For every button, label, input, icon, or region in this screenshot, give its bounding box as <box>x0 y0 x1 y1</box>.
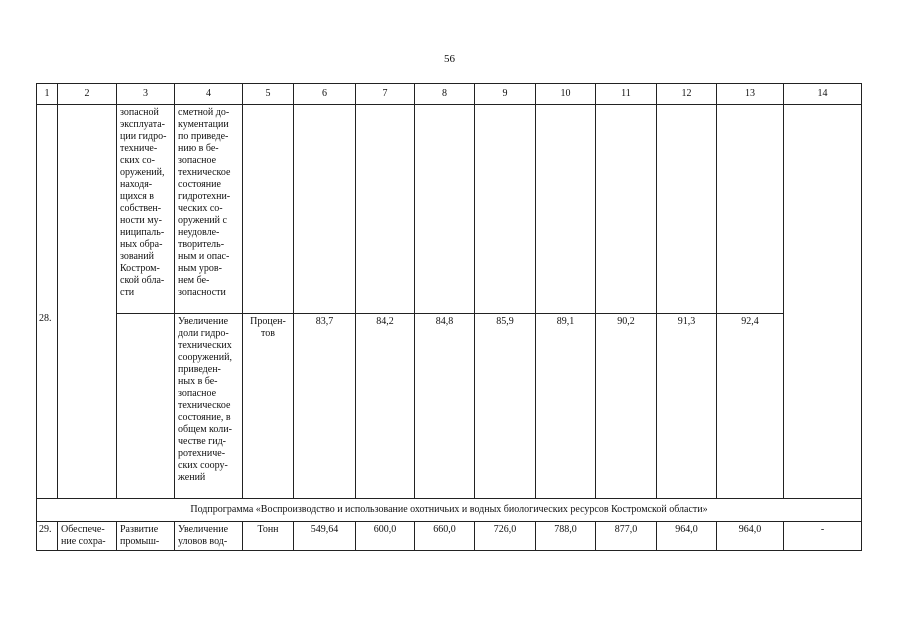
value-cell: 83,7 <box>294 314 356 499</box>
row-number: 29. <box>37 522 58 551</box>
task-cell <box>117 105 175 314</box>
value-cell: 85,9 <box>475 314 536 499</box>
header-cell: 12 <box>657 84 717 105</box>
indicator-text: Увеличение доли гидро- технических сооружений, приведен- ных в бе- зопасное техническое состояние, в общем коли- честве гид- ротехниче- ских соору- жений <box>178 316 232 483</box>
header-row <box>37 84 862 105</box>
indicator-cell <box>175 522 243 551</box>
note-cell: - <box>784 522 862 551</box>
header-cell: 2 <box>58 84 117 105</box>
header-cell: 11 <box>596 84 657 105</box>
task-text: зопасной эксплуата- ции гидро- техниче- ских со- оружений, находя- щихся в собствен- ности му- ниципаль- ных обра- зований Костром- ской обла- сти <box>120 107 167 298</box>
subprogram-title: Подпрограмма «Воспроизводство и использование охотничьих и водных биологических ресурсов Костромской области» <box>37 499 862 522</box>
value-cell: 600,0 <box>356 522 415 551</box>
header-cell: 3 <box>117 84 175 105</box>
goal-text: Обеспече- ние сохра- <box>61 524 106 547</box>
value-cell: 92,4 <box>717 314 784 499</box>
value-cell: 89,1 <box>536 314 596 499</box>
value-cell <box>415 105 475 314</box>
value-cell <box>294 105 356 314</box>
header-cell: 1 <box>37 84 58 105</box>
task-cell <box>117 314 175 499</box>
event-text: сметной до- кументации по приведе- нию в бе- зопасное техническое состояние гидротехни- ческих со- оружений с неудовле- творитель- ным и опас- ным уров- нем бе- зопасности <box>178 107 231 298</box>
value-cell: 91,3 <box>657 314 717 499</box>
header-cell: 6 <box>294 84 356 105</box>
row-number-cell <box>37 105 58 499</box>
value-cell <box>356 105 415 314</box>
header-cell: 8 <box>415 84 475 105</box>
goal-cell <box>58 105 117 499</box>
header-cell: 14 <box>784 84 862 105</box>
indicator-text: Увеличение уловов вод- <box>178 524 229 547</box>
value-cell: 964,0 <box>717 522 784 551</box>
value-cell: 90,2 <box>596 314 657 499</box>
header-cell: 4 <box>175 84 243 105</box>
note-cell <box>784 105 862 499</box>
unit-cell <box>243 105 294 314</box>
header-cell: 7 <box>356 84 415 105</box>
task-cell <box>117 522 175 551</box>
event-cell <box>175 105 243 314</box>
header-cell: 5 <box>243 84 294 105</box>
header-cell: 10 <box>536 84 596 105</box>
subprogram-row <box>37 499 862 522</box>
value-cell <box>717 105 784 314</box>
value-cell: 877,0 <box>596 522 657 551</box>
table-row-29 <box>37 522 862 551</box>
value-cell <box>596 105 657 314</box>
header-cell: 9 <box>475 84 536 105</box>
indicator-cell <box>175 314 243 499</box>
value-cell: 788,0 <box>536 522 596 551</box>
value-cell: 964,0 <box>657 522 717 551</box>
goal-cell <box>58 522 117 551</box>
table-row-28 <box>37 314 862 499</box>
indicators-table <box>36 83 862 551</box>
page-number: 56 <box>444 53 455 65</box>
value-cell: 549,64 <box>294 522 356 551</box>
value-cell <box>536 105 596 314</box>
value-cell <box>657 105 717 314</box>
value-cell: 660,0 <box>415 522 475 551</box>
unit-cell: Тонн <box>243 522 294 551</box>
unit-cell <box>243 314 294 499</box>
table-row-continuation <box>37 105 862 314</box>
value-cell: 84,2 <box>356 314 415 499</box>
value-cell <box>475 105 536 314</box>
value-cell: 84,8 <box>415 314 475 499</box>
header-cell: 13 <box>717 84 784 105</box>
value-cell: 726,0 <box>475 522 536 551</box>
task-text: Развитие промыш- <box>120 524 160 547</box>
unit-text: Процен- тов <box>250 316 286 339</box>
row-number: 28. <box>39 313 52 324</box>
